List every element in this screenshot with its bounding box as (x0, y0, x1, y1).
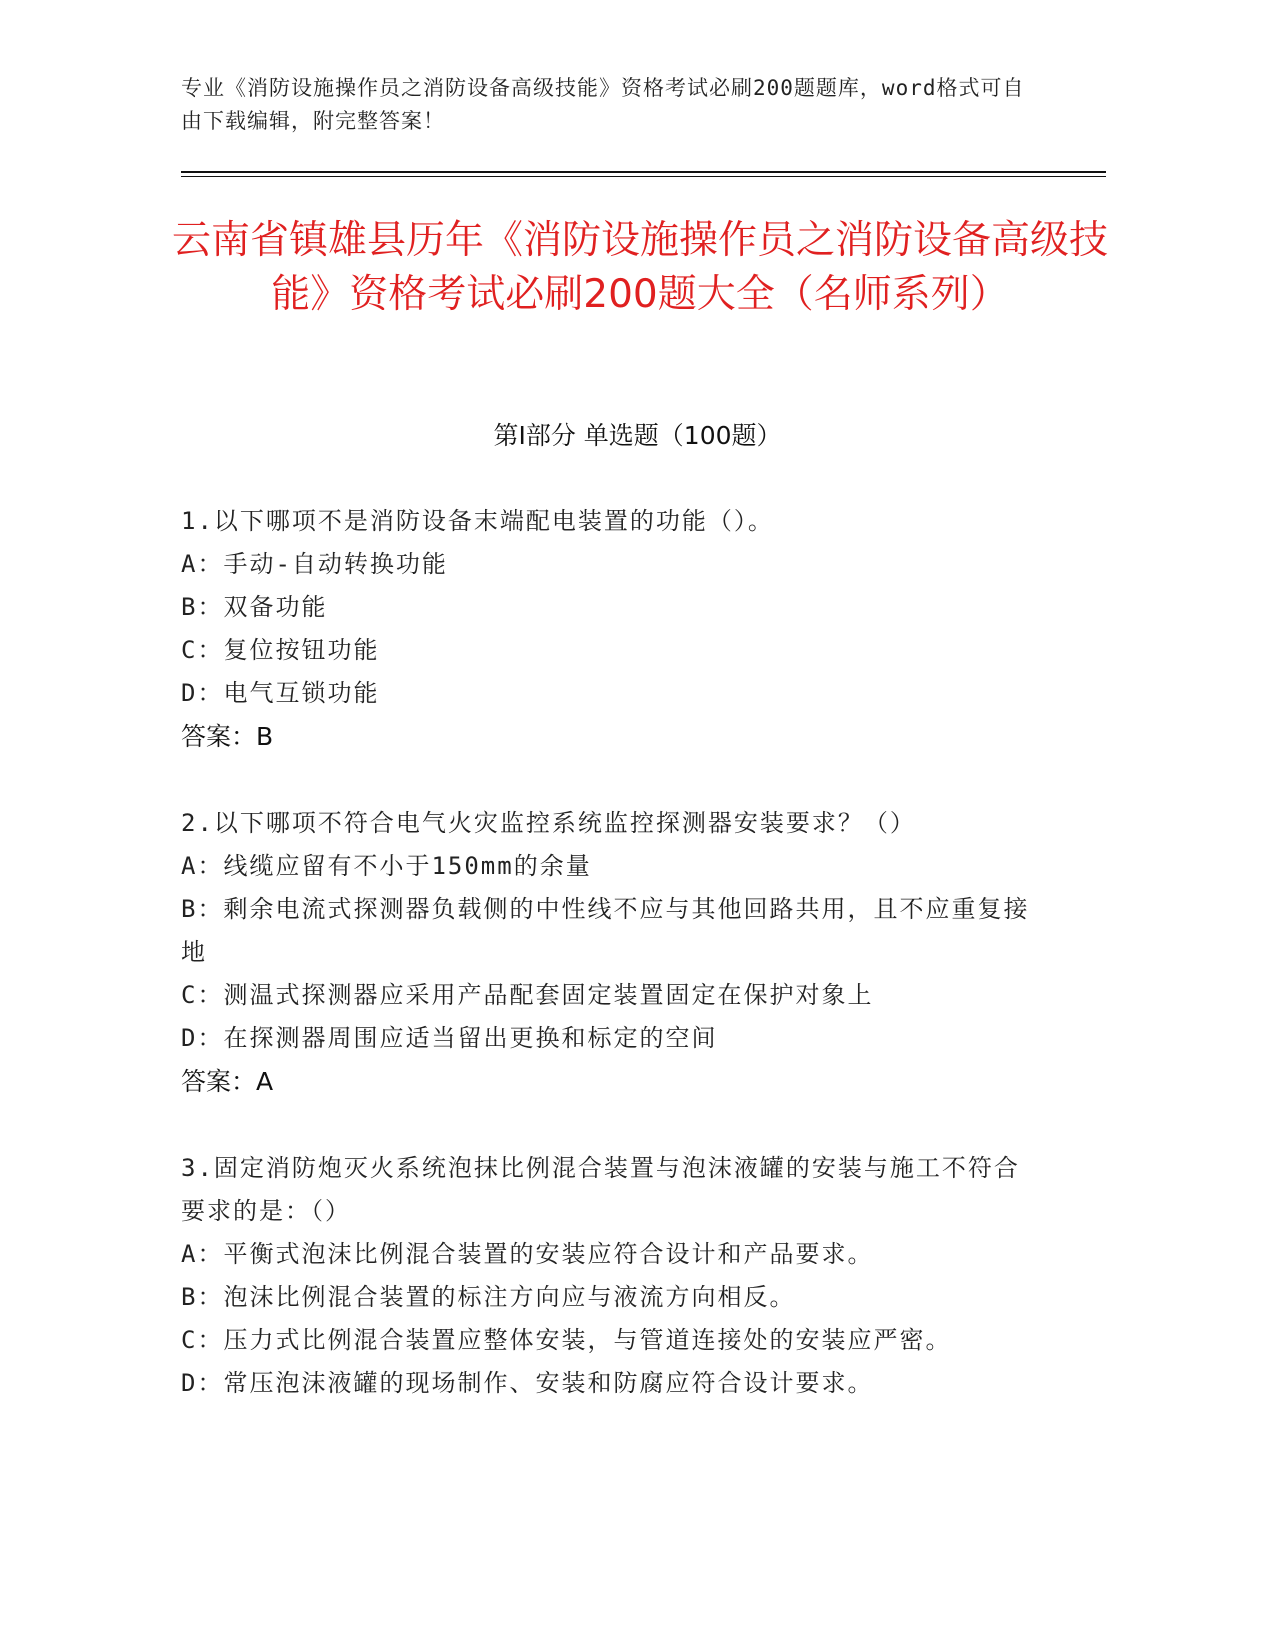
header-note: 专业《消防设施操作员之消防设备高级技能》资格考试必刷200题题库，word格式可自由下载编辑，附完整答案！ (181, 76, 1025, 133)
option-b: B：剩余电流式探测器负载侧的中性线不应与其他回路共用，且不应重复接地 (181, 895, 1030, 966)
header-rule-thin (181, 176, 1106, 177)
option-c: C：压力式比例混合装置应整体安装，与管道连接处的安装应严密。 (181, 1326, 952, 1354)
option-c: C：复位按钮功能 (181, 636, 380, 664)
question-spacer (181, 1103, 1041, 1147)
document-title: 云南省镇雄县历年《消防设施操作员之消防设备高级技能》资格考试必刷200题大全（名师系列） (171, 218, 1108, 317)
section-heading: 第I部分 单选题（100题） (493, 421, 782, 450)
option-d: D：常压泡沫液罐的现场制作、安装和防腐应符合设计要求。 (181, 1369, 874, 1397)
question-stem: 1.以下哪项不是消防设备末端配电装置的功能（）。 (181, 507, 774, 535)
option-d: D：在探测器周围应适当留出更换和标定的空间 (181, 1024, 718, 1052)
option-c: C：测温式探测器应采用产品配套固定装置固定在保护对象上 (181, 981, 874, 1009)
question-1 (181, 500, 1041, 758)
option-a: A：线缆应留有不小于150mm的余量 (181, 852, 592, 880)
question-2 (181, 802, 1041, 1103)
option-a: A：平衡式泡沫比例混合装置的安装应符合设计和产品要求。 (181, 1240, 874, 1268)
question-spacer (181, 758, 1041, 802)
question-list (181, 500, 1041, 1405)
option-b: B：泡沫比例混合装置的标注方向应与液流方向相反。 (181, 1283, 796, 1311)
option-d: D：电气互锁功能 (181, 679, 380, 707)
question-stem: 3.固定消防炮灭火系统泡抹比例混合装置与泡沫液罐的安装与施工不符合要求的是：（） (181, 1154, 1020, 1225)
option-a: A：手动-自动转换功能 (181, 550, 448, 578)
answer: 答案：A (181, 1067, 274, 1096)
header-rule-thick (181, 171, 1106, 173)
answer: 答案：B (181, 722, 274, 751)
question-stem: 2.以下哪项不符合电气火灾监控系统监控探测器安装要求？（） (181, 809, 916, 837)
question-3 (181, 1147, 1041, 1405)
option-b: B：双备功能 (181, 593, 328, 621)
